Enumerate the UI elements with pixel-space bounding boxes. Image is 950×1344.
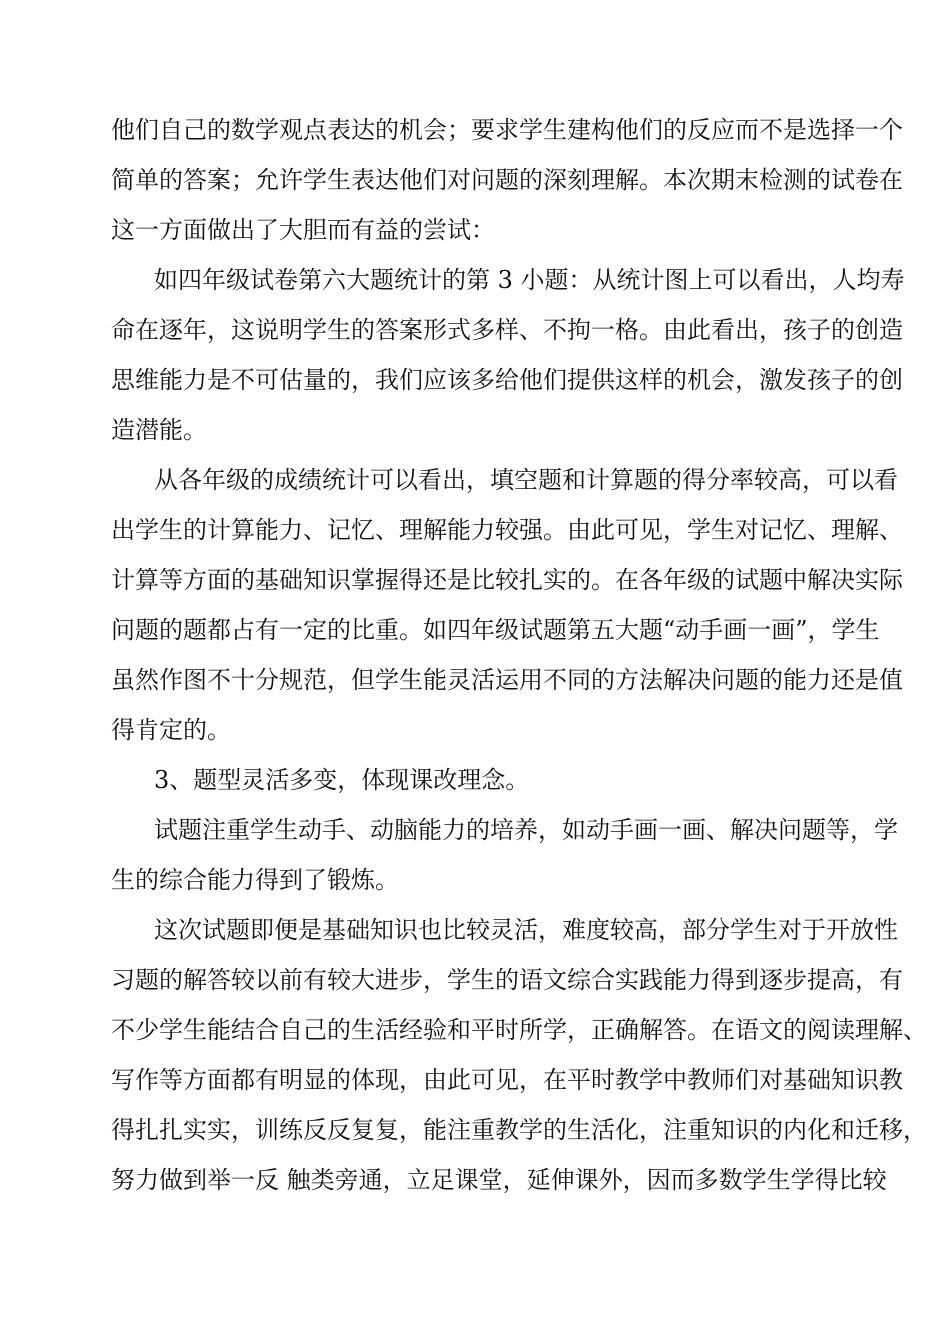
paragraph-line: 习题的解答较以前有较大进步，学生的语文综合实践能力得到逐步提高，有 bbox=[111, 966, 903, 994]
section-heading: 3、题型灵活多变，体现课改理念。 bbox=[154, 766, 530, 794]
paragraph-line: 试题注重学生动手、动脑能力的培养，如动手画一画、解决问题等，学 bbox=[154, 816, 898, 844]
paragraph-line: 生的综合能力得到了锻炼。 bbox=[111, 866, 399, 894]
paragraph-line: 如四年级试卷第六大题统计的第 3 小题：从统计图上可以看出，人均寿 bbox=[154, 266, 905, 294]
paragraph-line: 得扎扎实实，训练反反复复，能注重教学的生活化，注重知识的内化和迁移， bbox=[111, 1116, 927, 1144]
paragraph-line: 造潜能。 bbox=[111, 416, 207, 444]
paragraph-line: 不少学生能结合自己的生活经验和平时所学，正确解答。在语文的阅读理解、 bbox=[111, 1016, 927, 1044]
paragraph-line: 这一方面做出了大胆而有益的尝试： bbox=[111, 216, 495, 244]
paragraph-line: 计算等方面的基础知识掌握得还是比较扎实的。在各年级的试题中解决实际 bbox=[111, 566, 903, 594]
paragraph-line: 虽然作图不十分规范，但学生能灵活运用不同的方法解决问题的能力还是值 bbox=[111, 666, 903, 694]
paragraph-line: 努力做到举一反 触类旁通，立足课堂，延伸课外，因而多数学生学得比较 bbox=[111, 1166, 887, 1194]
paragraph-line: 从各年级的成绩统计可以看出，填空题和计算题的得分率较高，可以看 bbox=[154, 466, 898, 494]
paragraph-line: 命在逐年，这说明学生的答案形式多样、不拘一格。由此看出，孩子的创造 bbox=[111, 316, 903, 344]
paragraph-line: 出学生的计算能力、记忆、理解能力较强。由此可见，学生对记忆、理解、 bbox=[111, 516, 903, 544]
paragraph-line: 他们自己的数学观点表达的机会；要求学生建构他们的反应而不是选择一个 bbox=[111, 116, 903, 144]
paragraph-line: 这次试题即便是基础知识也比较灵活，难度较高，部分学生对于开放性 bbox=[154, 916, 898, 944]
paragraph-line: 问题的题都占有一定的比重。如四年级试题第五大题“动手画一画”，学生 bbox=[111, 616, 880, 644]
paragraph-line: 简单的答案；允许学生表达他们对问题的深刻理解。本次期末检测的试卷在 bbox=[111, 166, 903, 194]
paragraph-line: 写作等方面都有明显的体现，由此可见，在平时教学中教师们对基础知识教 bbox=[111, 1066, 903, 1094]
paragraph-line: 思维能力是不可估量的，我们应该多给他们提供这样的机会，激发孩子的创 bbox=[111, 366, 903, 394]
paragraph-line: 得肯定的。 bbox=[111, 716, 231, 744]
